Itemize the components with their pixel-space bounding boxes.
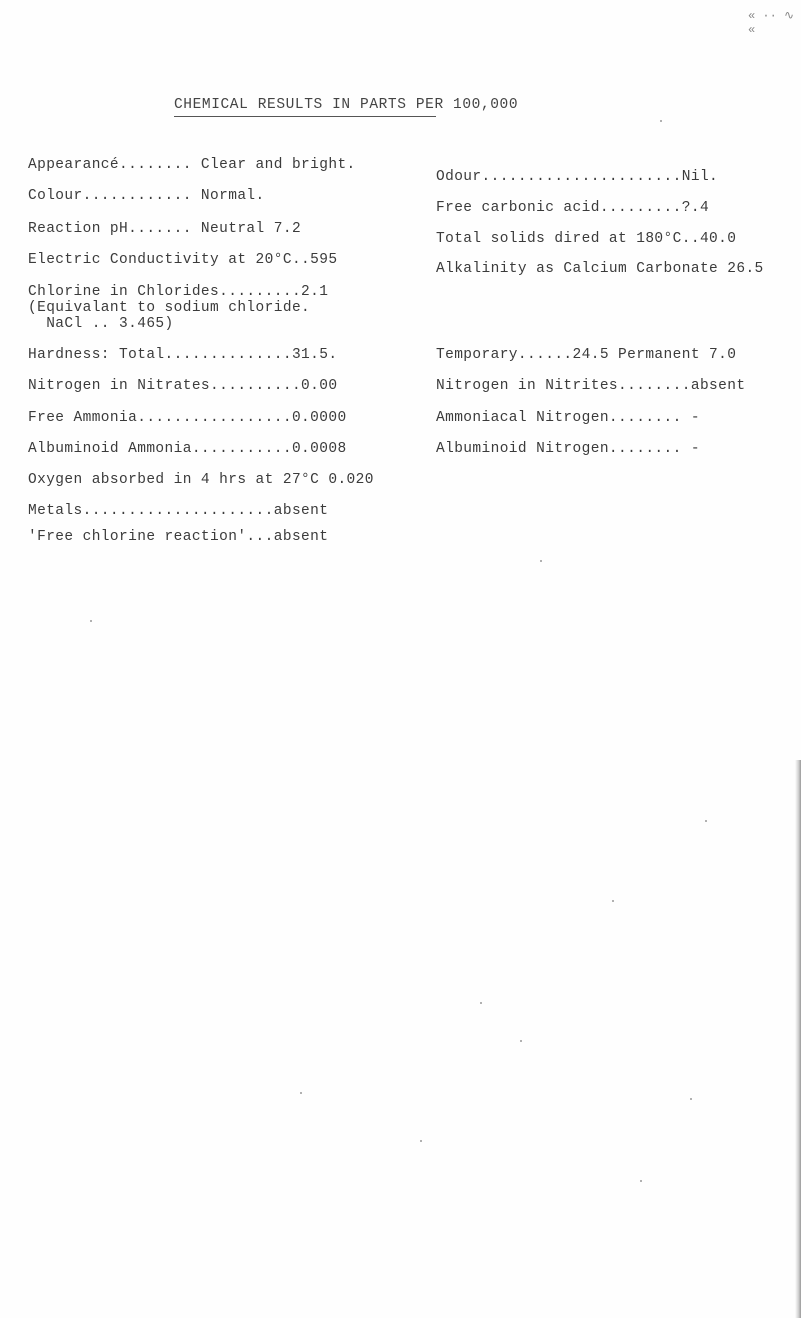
alkalinity-line: Alkalinity as Calcium Carbonate 26.5	[436, 261, 764, 277]
scan-speck	[660, 120, 662, 122]
metals-line: Metals.....................absent	[28, 503, 329, 519]
free-chlorine-line: 'Free chlorine reaction'...absent	[28, 529, 329, 545]
free-ammonia-line: Free Ammonia.................0.0000	[28, 410, 347, 426]
scan-speck	[640, 1180, 642, 1182]
nitrogen-nitrites-line: Nitrogen in Nitrites........absent	[436, 378, 746, 394]
scan-speck	[612, 900, 614, 902]
scan-speck	[690, 1098, 692, 1100]
nacl-line: NaCl .. 3.465)	[28, 316, 174, 332]
page-title: CHEMICAL RESULTS IN PARTS PER 100,000	[174, 97, 519, 113]
free-carbonic-acid-line: Free carbonic acid.........?.4	[436, 200, 710, 216]
albuminoid-nitrogen-line: Albuminoid Nitrogen........ -	[436, 441, 700, 457]
scan-speck	[300, 1092, 302, 1094]
temporary-permanent-line: Temporary......24.5 Permanent 7.0	[436, 347, 737, 363]
odour-line: Odour......................Nil.	[436, 169, 719, 185]
reaction-ph-line: Reaction pH....... Neutral 7.2	[28, 221, 302, 237]
scan-speck	[480, 1002, 482, 1004]
scan-edge-shadow	[795, 760, 801, 1318]
scan-speck	[705, 820, 707, 822]
colour-line: Colour............ Normal.	[28, 188, 265, 204]
electric-conductivity-line: Electric Conductivity at 20°C..595	[28, 252, 338, 268]
total-solids-line: Total solids dired at 180°C..40.0	[436, 231, 737, 247]
scan-speck	[520, 1040, 522, 1042]
appearance-line: Appearancé........ Clear and bright.	[28, 157, 356, 173]
ammoniacal-nitrogen-line: Ammoniacal Nitrogen........ -	[436, 410, 700, 426]
chlorine-line: Chlorine in Chlorides.........2.1	[28, 284, 329, 300]
scan-speck	[90, 620, 92, 622]
title-underline	[174, 116, 436, 117]
corner-mark: « ·· ∿ «	[748, 9, 795, 37]
scan-speck	[540, 560, 542, 562]
hardness-line: Hardness: Total..............31.5.	[28, 347, 338, 363]
albuminoid-ammonia-line: Albuminoid Ammonia...........0.0008	[28, 441, 347, 457]
scan-speck	[420, 1140, 422, 1142]
nitrogen-nitrates-line: Nitrogen in Nitrates..........0.00	[28, 378, 338, 394]
equivalent-line: (Equivalant to sodium chloride.	[28, 300, 311, 316]
oxygen-absorbed-line: Oxygen absorbed in 4 hrs at 27°C 0.020	[28, 472, 374, 488]
